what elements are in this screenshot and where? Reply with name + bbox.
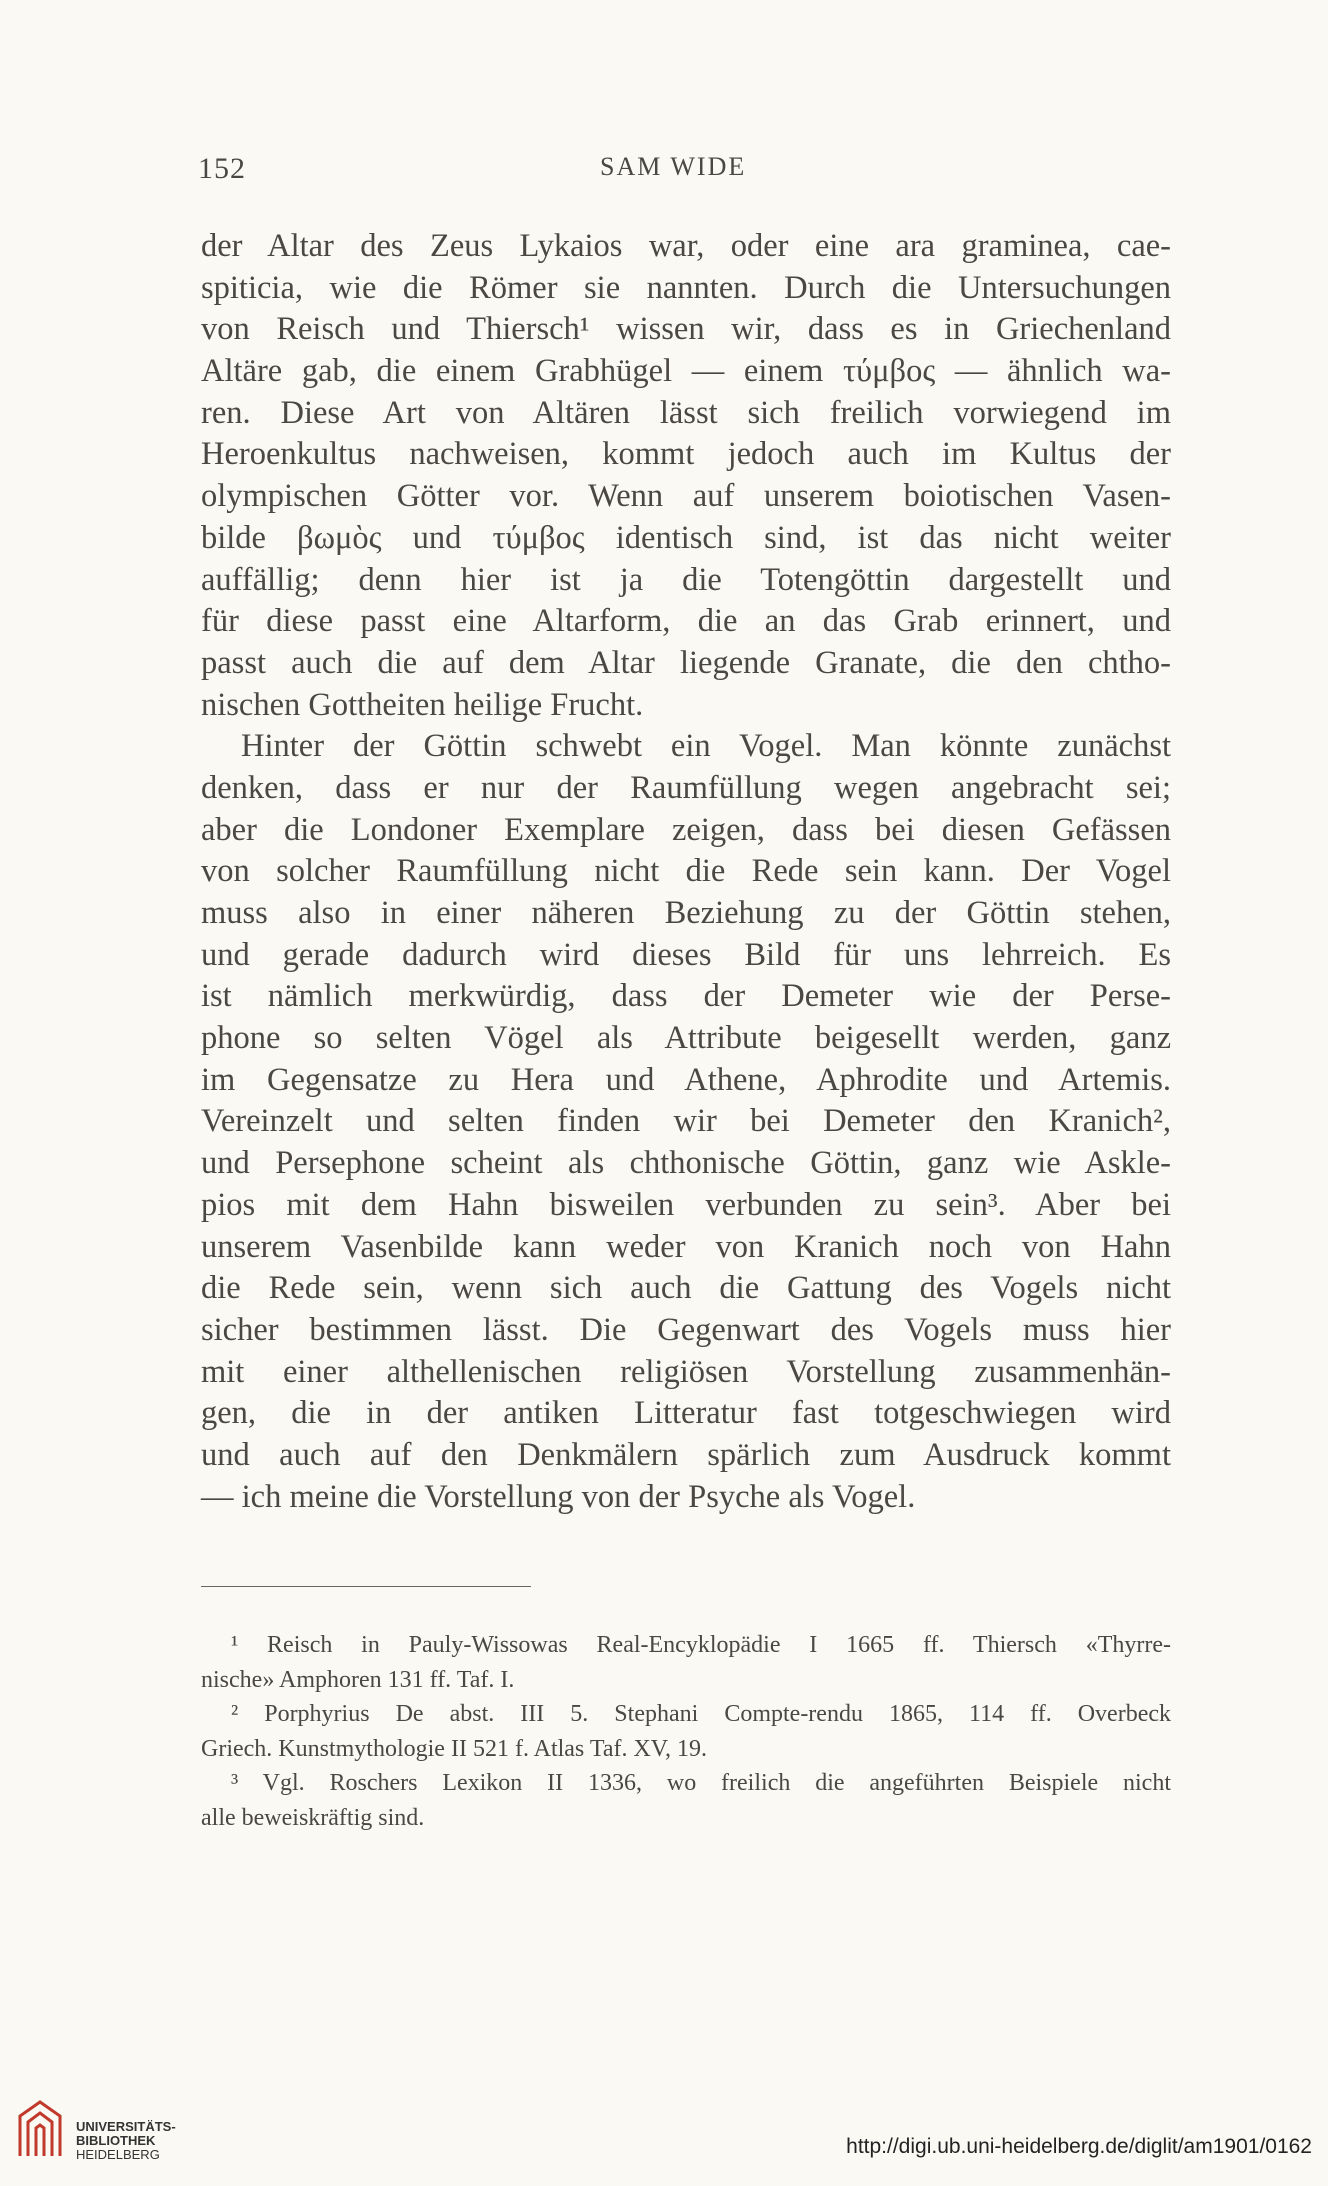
text-line: mit einer althellenischen religiösen Vorstellung zusammenhän- xyxy=(201,1353,1171,1390)
text-line: im Gegensatze zu Hera und Athene, Aphrodite und Artemis. xyxy=(201,1061,1171,1098)
text-line: sicher bestimmen lässt. Die Gegenwart des Vogels muss hier xyxy=(201,1311,1171,1348)
footnote-line: Griech. Kunstmythologie II 521 f. Atlas Taf. XV, 19. xyxy=(201,1735,708,1762)
text-line: — ich meine die Vorstellung von der Psyche als Vogel. xyxy=(201,1478,916,1515)
text-line: passt auch die auf dem Altar liegende Granate, die den chtho- xyxy=(201,644,1171,681)
text-line: ren. Diese Art von Altären lässt sich freilich vorwiegend im xyxy=(201,394,1171,431)
text-line: und gerade dadurch wird dieses Bild für uns lehrreich. Es xyxy=(201,936,1171,973)
footnote-line: ² Porphyrius De abst. III 5. Stephani Compte-rendu 1865, 114 ff. Overbeck xyxy=(231,1701,1171,1727)
footnote-line: nische» Amphoren 131 ff. Taf. I. xyxy=(201,1666,515,1693)
footnote-line: ¹ Reisch in Pauly-Wissowas Real-Encyklopädie I 1665 ff. Thiersch «Thyrre- xyxy=(231,1632,1171,1658)
text-line: Heroenkultus nachweisen, kommt jedoch auch im Kultus der xyxy=(201,436,1171,473)
library-logo-icon xyxy=(14,2098,66,2162)
footnote-line: ³ Vgl. Roschers Lexikon II 1336, wo freilich die angeführten Beispiele nicht xyxy=(231,1770,1171,1796)
footnote-divider xyxy=(201,1586,531,1587)
text-line: nischen Gottheiten heilige Frucht. xyxy=(201,686,644,723)
text-line: pios mit dem Hahn bisweilen verbunden zu sein³. Aber bei xyxy=(201,1186,1171,1223)
text-line: denken, dass er nur der Raumfüllung wegen angebracht sei; xyxy=(201,769,1171,806)
text-line: Altäre gab, die einem Grabhügel — einem τύμβος — ähnlich wa- xyxy=(201,353,1171,390)
text-line: gen, die in der antiken Litteratur fast totgeschwiegen wird xyxy=(201,1395,1171,1432)
text-line: ist nämlich merkwürdig, dass der Demeter wie der Perse- xyxy=(201,978,1171,1015)
library-name-line: BIBLIOTHEK xyxy=(76,2133,156,2148)
footnotes xyxy=(201,1628,1171,1835)
text-line: Vereinzelt und selten finden wir bei Demeter den Kranich², xyxy=(201,1103,1171,1140)
text-line: auffällig; denn hier ist ja die Totengöttin dargestellt und xyxy=(201,561,1171,598)
running-head: SAM WIDE xyxy=(600,152,747,181)
text-line: von Reisch und Thiersch¹ wissen wir, dass es in Griechenland xyxy=(201,311,1171,348)
text-line: muss also in einer näheren Beziehung zu der Göttin stehen, xyxy=(201,895,1171,931)
body-text xyxy=(201,226,1171,1518)
text-line: unserem Vasenbilde kann weder von Kranich noch von Hahn xyxy=(201,1228,1171,1265)
text-line: aber die Londoner Exemplare zeigen, dass bei diesen Gefässen xyxy=(201,811,1171,848)
library-name xyxy=(76,2120,176,2162)
source-url-link[interactable]: http://digi.ub.uni-heidelberg.de/diglit/am1901/0162 xyxy=(846,2135,1312,2158)
text-line: phone so selten Vögel als Attribute beigesellt werden, ganz xyxy=(201,1020,1171,1057)
library-name-line: UNIVERSITÄTS- xyxy=(76,2119,176,2134)
text-line: der Altar des Zeus Lykaios war, oder eine ara graminea, cae- xyxy=(201,228,1171,264)
text-line: für diese passt eine Altarform, die an das Grab erinnert, und xyxy=(201,603,1171,640)
text-line: und Persephone scheint als chthonische Göttin, ganz wie Askle- xyxy=(201,1145,1171,1182)
text-line: die Rede sein, wenn sich auch die Gattung des Vogels nicht xyxy=(201,1270,1171,1307)
text-line: Hinter der Göttin schwebt ein Vogel. Man könnte zunächst xyxy=(241,728,1171,765)
text-line: von solcher Raumfüllung nicht die Rede sein kann. Der Vogel xyxy=(201,853,1171,890)
page-number: 152 xyxy=(198,152,246,185)
text-line: spiticia, wie die Römer sie nannten. Durch die Untersuchungen xyxy=(201,269,1171,306)
text-line: bilde βωμὸς und τύμβος identisch sind, ist das nicht weiter xyxy=(201,519,1171,556)
text-line: olympischen Götter vor. Wenn auf unserem boiotischen Vasen- xyxy=(201,478,1171,515)
text-line: und auch auf den Denkmälern spärlich zum Ausdruck kommt xyxy=(201,1436,1171,1473)
footnote-line: alle beweiskräftig sind. xyxy=(201,1804,425,1831)
library-name-line: HEIDELBERG xyxy=(76,2147,160,2162)
